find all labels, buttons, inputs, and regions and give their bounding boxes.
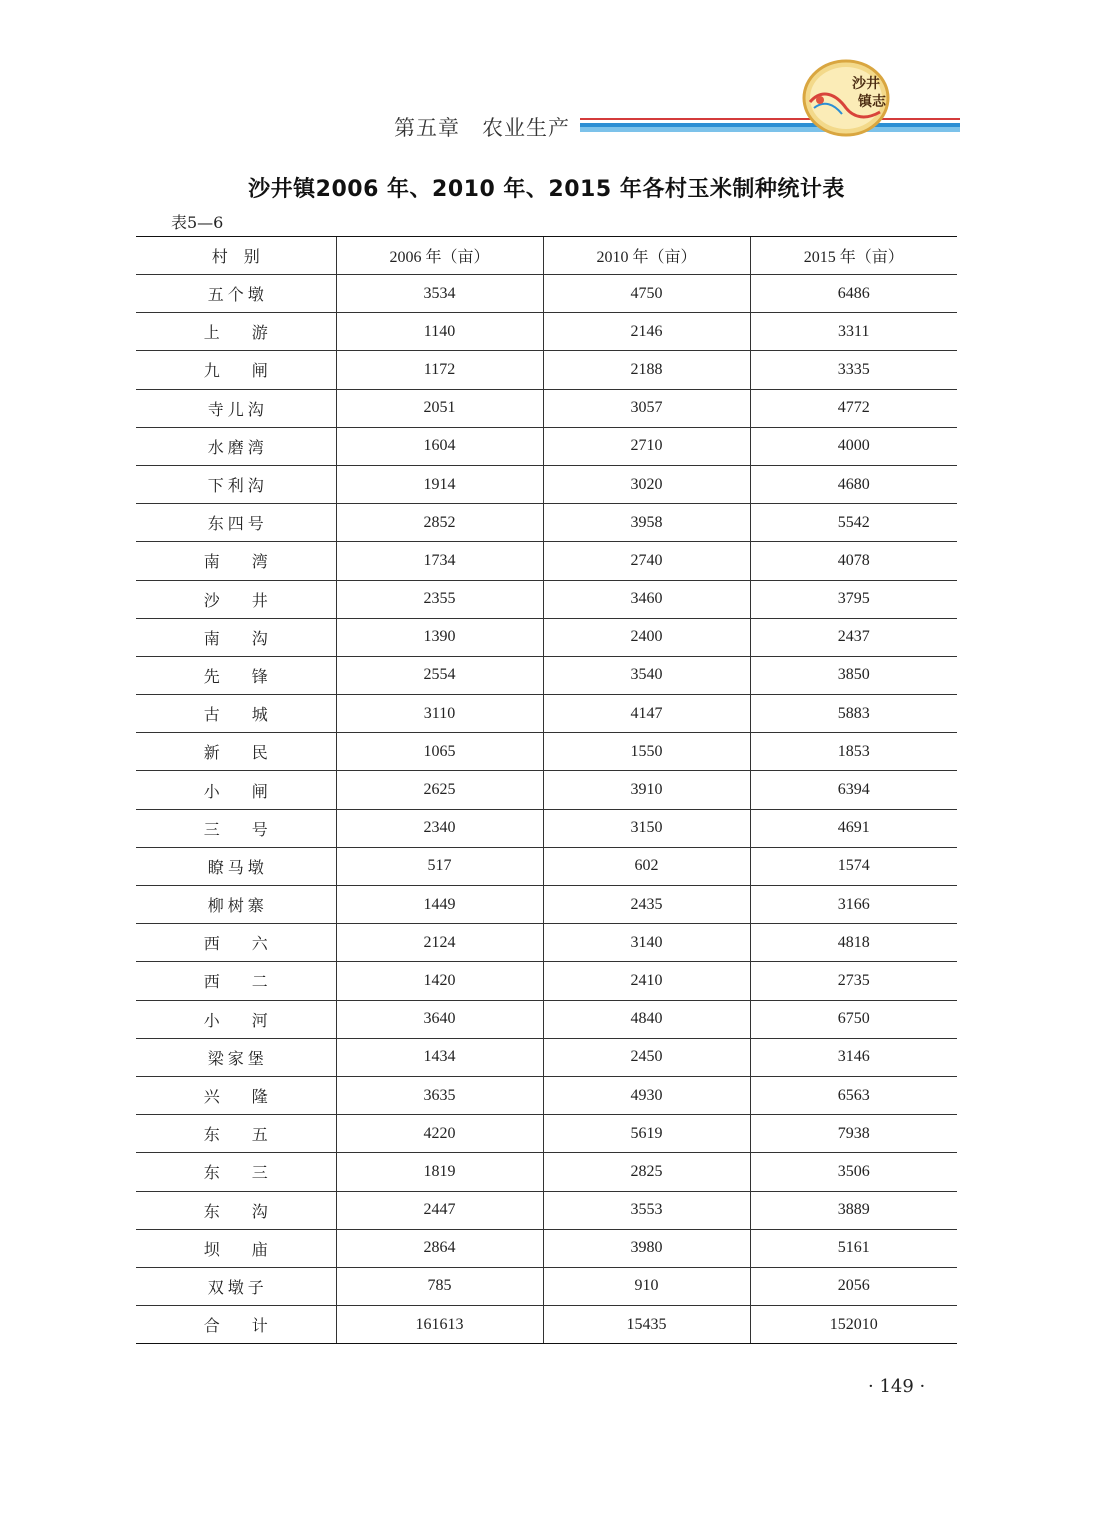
area-2010-cell: 4147 xyxy=(543,695,750,733)
area-2010-cell: 1550 xyxy=(543,733,750,771)
area-2015-cell: 4691 xyxy=(750,809,957,847)
area-2010-cell: 2188 xyxy=(543,351,750,389)
area-2015-cell: 3166 xyxy=(750,886,957,924)
area-2010-cell: 3958 xyxy=(543,504,750,542)
area-2006-cell: 1914 xyxy=(336,465,543,503)
village-cell: 东 四 号 xyxy=(136,504,336,542)
area-2010-cell: 2400 xyxy=(543,618,750,656)
area-2010-cell: 3980 xyxy=(543,1229,750,1267)
area-2006-cell: 2554 xyxy=(336,656,543,694)
area-2010-cell: 15435 xyxy=(543,1306,750,1344)
area-2010-cell: 2710 xyxy=(543,427,750,465)
corn-seed-statistics-table xyxy=(136,236,957,1344)
area-2010-cell: 4750 xyxy=(543,275,750,313)
area-2006-cell: 1420 xyxy=(336,962,543,1000)
village-cell: 新 民 xyxy=(136,733,336,771)
area-2006-cell: 1172 xyxy=(336,351,543,389)
area-2010-cell: 2450 xyxy=(543,1038,750,1076)
area-2015-cell: 2735 xyxy=(750,962,957,1000)
village-cell: 西 二 xyxy=(136,962,336,1000)
area-2006-cell: 2051 xyxy=(336,389,543,427)
area-2010-cell: 3150 xyxy=(543,809,750,847)
area-2015-cell: 6563 xyxy=(750,1076,957,1114)
area-2015-cell: 6394 xyxy=(750,771,957,809)
area-2006-cell: 161613 xyxy=(336,1306,543,1344)
emblem-text-1: 沙井 xyxy=(852,76,880,92)
area-2006-cell: 785 xyxy=(336,1267,543,1305)
area-2015-cell: 5542 xyxy=(750,504,957,542)
area-2006-cell: 3534 xyxy=(336,275,543,313)
village-cell: 古 城 xyxy=(136,695,336,733)
area-2015-cell: 4680 xyxy=(750,465,957,503)
table-row xyxy=(136,656,957,694)
village-cell: 上 游 xyxy=(136,313,336,351)
area-2015-cell: 4078 xyxy=(750,542,957,580)
village-cell: 西 六 xyxy=(136,924,336,962)
table-row xyxy=(136,1038,957,1076)
village-cell: 先 锋 xyxy=(136,656,336,694)
total-row xyxy=(136,1306,957,1344)
village-cell: 水 磨 湾 xyxy=(136,427,336,465)
table-row xyxy=(136,351,957,389)
table-row xyxy=(136,542,957,580)
village-cell: 东 五 xyxy=(136,1115,336,1153)
area-2010-cell: 602 xyxy=(543,847,750,885)
area-2015-cell: 4000 xyxy=(750,427,957,465)
village-cell: 小 河 xyxy=(136,1000,336,1038)
village-cell: 沙 井 xyxy=(136,580,336,618)
table-row xyxy=(136,618,957,656)
village-cell: 双 墩 子 xyxy=(136,1267,336,1305)
area-2006-cell: 2355 xyxy=(336,580,543,618)
table-row xyxy=(136,1229,957,1267)
table-row xyxy=(136,275,957,313)
column-header-village: 村 别 xyxy=(136,237,336,275)
area-2015-cell: 3335 xyxy=(750,351,957,389)
page-number: · 149 · xyxy=(868,1376,926,1397)
area-2006-cell: 1449 xyxy=(336,886,543,924)
town-annals-emblem xyxy=(800,58,892,138)
village-cell: 兴 隆 xyxy=(136,1076,336,1114)
area-2006-cell: 1734 xyxy=(336,542,543,580)
table-row xyxy=(136,389,957,427)
village-cell: 东 三 xyxy=(136,1153,336,1191)
area-2015-cell: 3889 xyxy=(750,1191,957,1229)
area-2010-cell: 2410 xyxy=(543,962,750,1000)
area-2015-cell: 152010 xyxy=(750,1306,957,1344)
area-2015-cell: 7938 xyxy=(750,1115,957,1153)
area-2010-cell: 3553 xyxy=(543,1191,750,1229)
area-2015-cell: 3311 xyxy=(750,313,957,351)
area-2015-cell: 1574 xyxy=(750,847,957,885)
area-2015-cell: 3795 xyxy=(750,580,957,618)
table-header-row xyxy=(136,237,957,275)
table-row xyxy=(136,771,957,809)
column-header-2010: 2010 年（亩） xyxy=(543,237,750,275)
column-header-2006: 2006 年（亩） xyxy=(336,237,543,275)
village-cell: 九 闸 xyxy=(136,351,336,389)
village-cell: 五 个 墩 xyxy=(136,275,336,313)
table-row xyxy=(136,1153,957,1191)
area-2006-cell: 2625 xyxy=(336,771,543,809)
table-row xyxy=(136,1267,957,1305)
chapter-heading: 第五章 农业生产 xyxy=(394,116,570,140)
table-row xyxy=(136,313,957,351)
area-2006-cell: 3110 xyxy=(336,695,543,733)
area-2015-cell: 4772 xyxy=(750,389,957,427)
column-header-2015: 2015 年（亩） xyxy=(750,237,957,275)
area-2010-cell: 3140 xyxy=(543,924,750,962)
table-row xyxy=(136,1191,957,1229)
table-row xyxy=(136,1076,957,1114)
area-2015-cell: 1853 xyxy=(750,733,957,771)
table-row xyxy=(136,886,957,924)
table-row xyxy=(136,733,957,771)
table-row xyxy=(136,504,957,542)
header-stripes xyxy=(580,118,960,136)
table-number: 表5—6 xyxy=(171,213,224,232)
table-body xyxy=(136,275,957,1344)
area-2010-cell: 2740 xyxy=(543,542,750,580)
area-2015-cell: 6750 xyxy=(750,1000,957,1038)
village-cell: 小 闸 xyxy=(136,771,336,809)
area-2006-cell: 517 xyxy=(336,847,543,885)
area-2006-cell: 2124 xyxy=(336,924,543,962)
area-2010-cell: 4840 xyxy=(543,1000,750,1038)
emblem-text-2: 镇志 xyxy=(858,94,886,110)
table-row xyxy=(136,1000,957,1038)
area-2006-cell: 1065 xyxy=(336,733,543,771)
village-cell: 合 计 xyxy=(136,1306,336,1344)
village-cell: 寺 儿 沟 xyxy=(136,389,336,427)
area-2010-cell: 3460 xyxy=(543,580,750,618)
village-cell: 东 沟 xyxy=(136,1191,336,1229)
village-cell: 三 号 xyxy=(136,809,336,847)
village-cell: 瞭 马 墩 xyxy=(136,847,336,885)
area-2010-cell: 910 xyxy=(543,1267,750,1305)
area-2015-cell: 2437 xyxy=(750,618,957,656)
area-2006-cell: 1140 xyxy=(336,313,543,351)
village-cell: 南 沟 xyxy=(136,618,336,656)
table-row xyxy=(136,809,957,847)
area-2006-cell: 2340 xyxy=(336,809,543,847)
area-2010-cell: 4930 xyxy=(543,1076,750,1114)
area-2015-cell: 3850 xyxy=(750,656,957,694)
area-2015-cell: 3146 xyxy=(750,1038,957,1076)
area-2015-cell: 5883 xyxy=(750,695,957,733)
village-cell: 柳 树 寨 xyxy=(136,886,336,924)
area-2006-cell: 4220 xyxy=(336,1115,543,1153)
table-title: 沙井镇2006 年、2010 年、2015 年各村玉米制种统计表 xyxy=(248,177,845,202)
area-2015-cell: 3506 xyxy=(750,1153,957,1191)
area-2010-cell: 2825 xyxy=(543,1153,750,1191)
table-row xyxy=(136,695,957,733)
area-2010-cell: 2435 xyxy=(543,886,750,924)
village-cell: 南 湾 xyxy=(136,542,336,580)
area-2006-cell: 3635 xyxy=(336,1076,543,1114)
table-row xyxy=(136,427,957,465)
area-2006-cell: 1819 xyxy=(336,1153,543,1191)
area-2010-cell: 3910 xyxy=(543,771,750,809)
area-2006-cell: 1390 xyxy=(336,618,543,656)
area-2010-cell: 2146 xyxy=(543,313,750,351)
area-2006-cell: 2864 xyxy=(336,1229,543,1267)
table-row xyxy=(136,924,957,962)
area-2010-cell: 5619 xyxy=(543,1115,750,1153)
table-row xyxy=(136,847,957,885)
area-2006-cell: 3640 xyxy=(336,1000,543,1038)
area-2006-cell: 1434 xyxy=(336,1038,543,1076)
table-row xyxy=(136,465,957,503)
village-cell: 坝 庙 xyxy=(136,1229,336,1267)
area-2006-cell: 2447 xyxy=(336,1191,543,1229)
area-2010-cell: 3540 xyxy=(543,656,750,694)
area-2015-cell: 4818 xyxy=(750,924,957,962)
area-2010-cell: 3057 xyxy=(543,389,750,427)
area-2010-cell: 3020 xyxy=(543,465,750,503)
area-2006-cell: 1604 xyxy=(336,427,543,465)
area-2015-cell: 2056 xyxy=(750,1267,957,1305)
village-cell: 下 利 沟 xyxy=(136,465,336,503)
village-cell: 梁 家 堡 xyxy=(136,1038,336,1076)
area-2015-cell: 6486 xyxy=(750,275,957,313)
stripe-light-blue xyxy=(580,127,960,132)
table-row xyxy=(136,962,957,1000)
table-row xyxy=(136,580,957,618)
area-2015-cell: 5161 xyxy=(750,1229,957,1267)
area-2006-cell: 2852 xyxy=(336,504,543,542)
table-row xyxy=(136,1115,957,1153)
